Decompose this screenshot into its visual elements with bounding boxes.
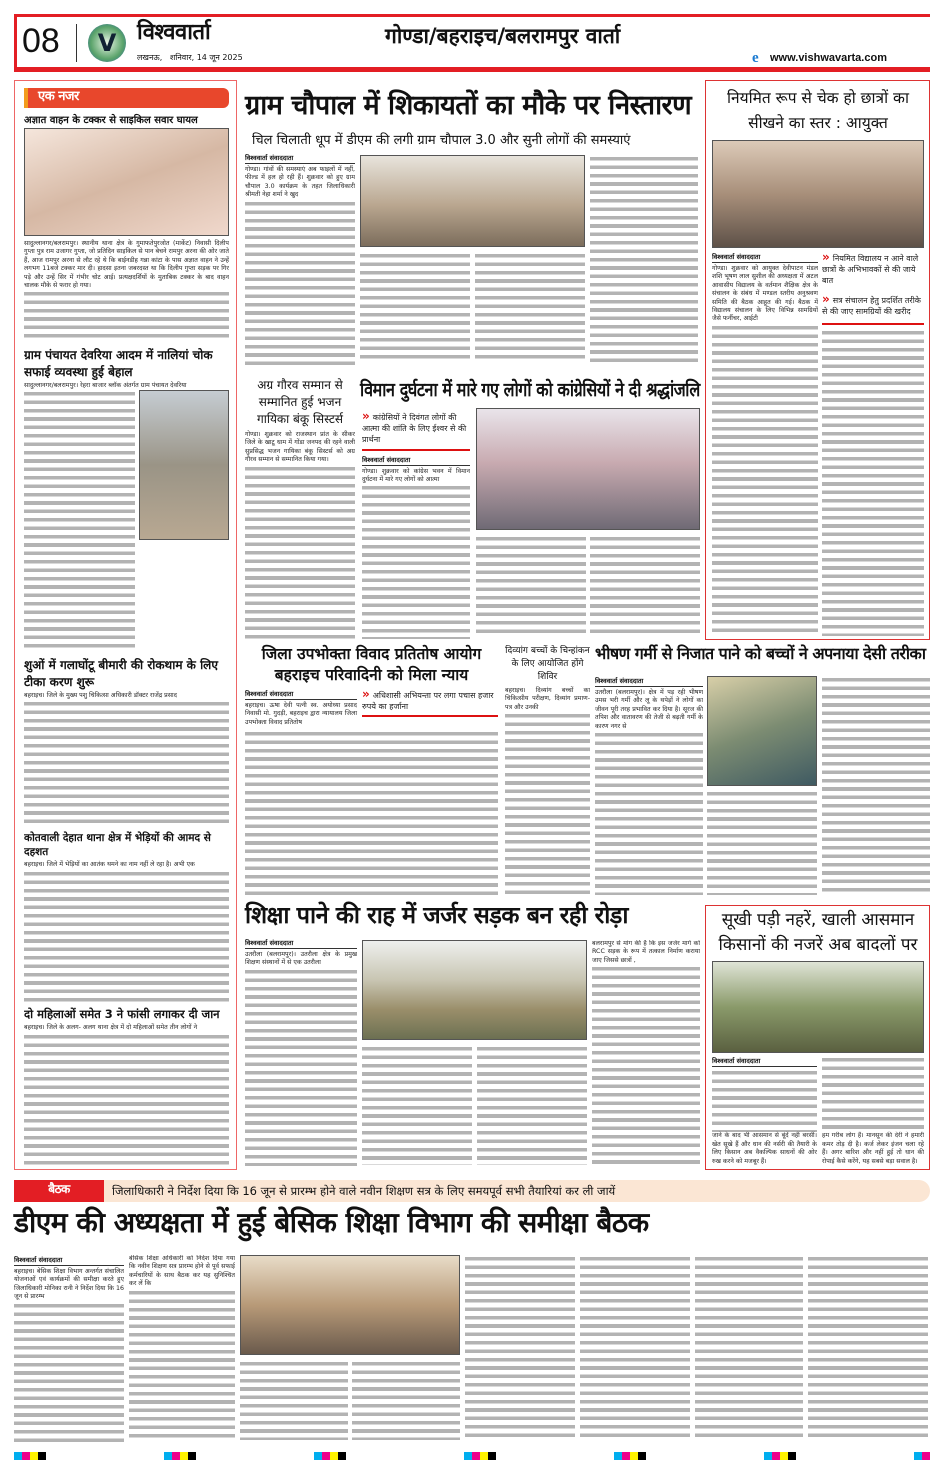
story-text-lines [822, 329, 924, 637]
ek-nazar-banner: एक नजर [24, 88, 229, 108]
chevron-icon: » [822, 252, 830, 264]
story-text-lines [476, 535, 586, 638]
story-headline: दो महिलाओं समेत 3 ने फांसी लगाकर दी जान [24, 1007, 220, 1022]
divider [822, 323, 924, 325]
story-text-lines [712, 324, 818, 636]
story-text-lines [24, 390, 135, 651]
story-text-lines [590, 155, 698, 365]
byline: विश्ववार्ता संवाददाता [712, 252, 818, 263]
pull-quote-text: कांग्रेसियों ने दिवंगत लोगों की आत्मा की शांति के लिए ईश्वर से की प्रार्थना [362, 413, 467, 444]
story-text-lines [695, 1255, 803, 1440]
chaupal-photo [360, 155, 585, 247]
story-text-lines [245, 730, 498, 896]
story-text-lines [240, 1360, 348, 1440]
registration-marks [14, 1452, 930, 1460]
story-text-lines [352, 1360, 460, 1440]
divider [76, 24, 77, 62]
story-text-lines [24, 870, 229, 1003]
bullet-text: नियमित विद्यालय न आने वाले छात्रों के अभिभावकों से की जाये बात [822, 254, 919, 285]
story-text: गोण्डा। गांवों की समस्याएं अब फाइलों में नहीं, फील्ड में हल हो रही हैं। शुक्रवार को हुए ग्राम चौपाल 3.0 कार्यक्रम के तहत जिलाधिकारी श्रीमती नेहा शर्मा ने खुद [245, 166, 355, 199]
right-top-content [712, 86, 924, 636]
story-text: उतरौला (बलरामपुर)। उतरौला क्षेत्र के प्रमुख शिक्षण संस्थानों में से एक उतरौला [245, 951, 357, 967]
consumer-story [245, 644, 498, 896]
story-text-lines [595, 731, 703, 895]
story-headline: भीषण गर्मी से निजात पाने को बच्चों ने अपनाया देसी तरीका [595, 644, 926, 663]
consumer-top-row [245, 689, 498, 727]
brand-name: विश्ववार्ता [137, 20, 211, 45]
story-headline: विमान दुर्घटना में मारे गए लोगों को कांग्रेसियों ने दी श्रद्धांजलि [360, 379, 700, 401]
story-headline: दिव्यांग बच्चों के चिन्हांकन के लिए आयोजित होंगे शिविर [505, 646, 590, 682]
story-body [24, 390, 229, 651]
lead-headline: ग्राम चौपाल में शिकायतों का मौके पर निस्तारण [245, 90, 692, 121]
story-text-lines [245, 968, 357, 1166]
byline: विश्ववार्ता संवाददाता [362, 455, 470, 466]
story-text-lines [245, 200, 355, 365]
bottom-headline: डीएम की अध्यक्षता में हुई बेसिक शिक्षा विभाग की समीक्षा बैठक [14, 1206, 649, 1239]
story-text: बहराइच। दिव्यांग बच्चों का चिकित्सीय परीक्षण, दिव्यांग प्रमाण-पत्र और उनकी [505, 687, 590, 711]
website-link[interactable]: www.vishwavarta.com [770, 52, 887, 64]
story-text-lines [24, 700, 229, 827]
story-photo [139, 390, 229, 540]
story-text: बहराइच। जिले के मुख्य पशु चिकित्सा अधिकारी डॉक्टर राजेंद्र प्रसाद [24, 691, 177, 699]
story-text-lines [465, 1255, 575, 1440]
kicker: जिलाधिकारी ने निर्देश दिया कि 16 जून से प्रारम्भ होने वाले नवीन शिक्षण सत्र के लिए समयपूर्व सभी तैयारियां कर ली जायें [112, 1184, 616, 1198]
story-text: बहराइच। बेसिक शिक्षा विभाग अन्तर्गत संचालित योजनाओं एवं कार्यक्रमों की समीक्षा करते हुए जिलाधिकारी मोनिका रानी ने निर्देश दिया कि 16 जून से प्रारम्भ [14, 1268, 124, 1301]
chevron-icon: » [822, 292, 830, 306]
story-text: बहराइच। जिले के अलग- अलग थाना क्षेत्र में दो महिलाओं समेत तीन लोगों ने [24, 1024, 198, 1032]
story-text: बलरामपुर से मांग की है कि इस जर्जर मार्ग को RCC सड़क के रूप में तत्काल निर्माण कराया जाए जिससे छात्रों , [592, 940, 700, 964]
bottom-col2 [129, 1255, 235, 1442]
story-headline: जिला उपभोक्ता विवाद प्रतितोष आयोग बहराइच परिवादिनी को मिला न्याय [261, 645, 482, 684]
chevron-icon: » [362, 411, 370, 423]
right-top-body [712, 252, 924, 636]
story-headline: अग्र गौरव सम्मान से सम्मानित हुई भजन गायिका बंकू सिस्टर्स [256, 378, 343, 426]
story-headline: सूखी पड़ी नहरें, खाली आसमान किसानों की नजरें अब बादलों पर [718, 910, 918, 955]
story-text-lines [129, 1289, 235, 1442]
story-text-lines [580, 1255, 690, 1440]
story-text: गोण्डा। शुक्रवार को राजस्थान प्रांत के सीकर जिले के खाटू धाम में गोंडा जनपद की रहने वाली सुप्रसिद्ध भजन गायिका बंकू सिस्टर्स को अग्र गौरव सम्मान से सम्मानित किया गया। [245, 431, 355, 464]
road-col3 [592, 940, 700, 1166]
bullet-text: सत्र संचालन हेतु प्रदर्शित तरीके से की जाए सामग्रियों की खरीद [822, 296, 921, 316]
bullets [822, 252, 924, 636]
canal-col2 [822, 1056, 924, 1166]
canal-photo [712, 961, 924, 1053]
ie-icon: e [752, 50, 759, 66]
story-text-lines [362, 484, 470, 639]
section-tag: बैठक [14, 1180, 104, 1202]
story-text-lines [822, 1056, 924, 1132]
section-title: गोण्डा/बहराइच/बलरामपुर वार्ता [385, 24, 621, 48]
story-headline: कोतवाली देहात थाना क्षेत्र में भेड़ियों की आमद से दहशत [24, 832, 211, 859]
consumer-quote-col [362, 689, 498, 727]
road-col1 [245, 938, 357, 1166]
story-text-lines [362, 1045, 472, 1165]
story-text-lines [822, 676, 930, 895]
byline: विश्ववार्ता संवाददाता [245, 938, 357, 949]
byline: विश्ववार्ता संवाददाता [14, 1255, 124, 1266]
story-text-lines [475, 252, 585, 362]
story-text-lines [808, 1255, 928, 1440]
canal-body [712, 1056, 924, 1166]
story-text: सादुल्लानगर/बलरामपुर। स्थानीय थाना क्षेत्र के गुमाफतेपुरजोत (मार्केट) निवासी दिलीप गुप्ता पुत्र राम उजागर गुप्ता, जो प्रतिदिन साइकिल से पान बेचने रामपुर अरना की ओर जाते हैं, आज रामपुर अरना से लौट रहे थे कि बाईनडीह गन्ना कांटा के पास अज्ञात वाहन ने उन्हें लगभग 11बजे टक्कर मार दी। हादसा इतना जबरदस्त था कि दिलीप गुप्ता सड़क पर गिर पड़े और उन्हें सिर में गंभीर चोट आई। प्रत्यक्षदर्शियों के मुताबिक टक्कर के बाद वाहन चालक मौके से फरार हो गया। [24, 240, 229, 290]
canal-col1 [712, 1056, 817, 1166]
story-text-lines [707, 790, 817, 895]
divider [362, 449, 470, 451]
story-text: हम गरीब लोग हैं। मानसून की देरी ने हमारी कमर तोड़ दी है। कर्ज लेकर इंजन चला रहे हैं। अगर बारिश और नहीं हुई तो धान की रोपाई कैसे करेंगे, यह सबसे बड़ा सवाल है। [822, 1132, 924, 1165]
story-headline: नियमित रूप से चेक हो छात्रों का सीखने का स्तर : आयुक्त [727, 89, 909, 132]
divyang-story [505, 645, 590, 895]
bullet-point [822, 294, 924, 317]
divider [362, 715, 498, 717]
story-text-lines [712, 1069, 817, 1132]
canal-story [712, 908, 924, 1166]
pull-quote-text: अधिशासी अभियन्ता पर लगा पचास हजार रुपये का हर्जाना [362, 691, 494, 711]
story-text-lines [24, 1033, 229, 1166]
story-text-lines [590, 535, 700, 638]
byline: विश्ववार्ता संवाददाता [712, 1056, 817, 1067]
children-photo [707, 676, 817, 786]
story-text-lines [24, 290, 229, 341]
heat-col1 [595, 676, 703, 895]
byline: विश्ववार्ता संवाददाता [245, 153, 355, 164]
right-top-col1 [712, 252, 818, 636]
left-column [24, 88, 229, 1166]
story-text: जाने के बाद भी आसमान से बूंदें नहीं बरसीं। खेत सूखे हैं और धान की नर्सरी की तैयारी के लिए किसान अब वैकल्पिक साधनों की ओर रुख करने को मजबूर हैं। [712, 1132, 817, 1165]
byline: विश्ववार्ता संवाददाता [595, 676, 703, 687]
pull-quote [362, 411, 470, 445]
bottom-col1 [14, 1255, 124, 1442]
lead-subheadline: चिल चिलाती धूप में डीएम की लगी ग्राम चौपाल 3.0 और सुनी लोगों की समस्याएं [252, 133, 631, 148]
story-text-lines [360, 252, 470, 362]
review-meeting-photo [240, 1255, 460, 1355]
story-text-lines [505, 712, 590, 895]
story-text-lines [14, 1302, 124, 1442]
brand-logo: V [88, 24, 126, 62]
story-headline: ग्राम पंचायत देवरिया आदम में नालियां चोक सफाई व्यवस्था हुई बेहाल [24, 347, 213, 379]
story-text-lines [477, 1045, 587, 1165]
story-text: बेसिक शिक्षा अधिकारी को निर्देश दिया गया कि नवीन शिक्षण सत्र प्रारम्भ होने से पूर्व सफाई कर्मचारियों के साथ बैठक कर यह सुनिश्चित कर लें कि [129, 1255, 235, 1288]
story-text: सादुल्लानगर/बलरामपुर। रेहरा बाजार ब्लॉक अंतर्गत ग्राम पंचायत देवरिया [24, 381, 187, 389]
story-photo [24, 128, 229, 236]
lead-col1 [245, 153, 355, 365]
story-text: उतरौला (बलरामपुर)। क्षेत्र में पड़ रही भीषण उमस भरी गर्मी और लू के थपेड़ों ने लोगों का जीवन पूरी तरह प्रभावित कर दिया है। सूरज की तपिश और वातावरण की तेजी से बढ़ती गर्मी के कारण नगर से [595, 689, 703, 730]
dateline: लखनऊ, शनिवार, 14 जून 2025 [137, 53, 243, 62]
story-text: बहराइच। जिले में भेड़ियों का आतंक थमने का नाम नहीं ले रहा है। अभी एक [24, 861, 195, 869]
congress-col1 [362, 411, 470, 639]
story-headline: अज्ञात वाहन के टक्कर से साइकिल सवार घायल [24, 115, 198, 126]
page-number: 08 [22, 22, 60, 60]
pull-quote [362, 689, 498, 712]
road-photo [362, 940, 587, 1040]
story-text: गोण्डा। शुक्रवार को आयुक्त देवीपाटन मंडल शशि भूषण लाल सुशील की अध्यक्षता में अटल आवासीय विद्यालय के वर्तमान शैक्षिक क्षेत्र के संचालन के संबंध में मण्डल स्तरीय अनुश्रवण समिति की बैठक आहूत की गई। बैठक में विद्यालय संचालन के लिए विभिन्न सामग्रियों जैसे फर्नीचर, आईटी [712, 265, 818, 323]
story-headline: शिक्षा पाने की राह में जर्जर सड़क बन रही रोड़ा [245, 901, 628, 929]
tribute-photo [476, 408, 700, 530]
chevron-icon: » [362, 687, 370, 701]
story-text: बहराइच। ऊषा देवी पत्नी स्व. अयोध्या प्रसाद निवासी मो. गुदड़ी, बहराइच द्वारा न्यायालय जिला उपभोक्ता विवाद प्रतितोष [245, 702, 357, 726]
agra-gaurav-story [245, 377, 355, 640]
story-text-lines [592, 965, 700, 1166]
bullet-point [822, 252, 924, 286]
story-text-lines [245, 465, 355, 640]
meeting-photo [712, 140, 924, 248]
story-text: गोण्डा। शुक्रवार को कांग्रेस भवन में विमान दुर्घटना में मारे गए लोगों को आत्मा [362, 467, 470, 483]
byline: विश्ववार्ता संवाददाता [245, 689, 357, 700]
story-headline: शुओं में गलाघोंटू बीमारी की रोकथाम के लिए टीका करण शुरू [24, 657, 218, 689]
consumer-col1 [245, 689, 357, 727]
